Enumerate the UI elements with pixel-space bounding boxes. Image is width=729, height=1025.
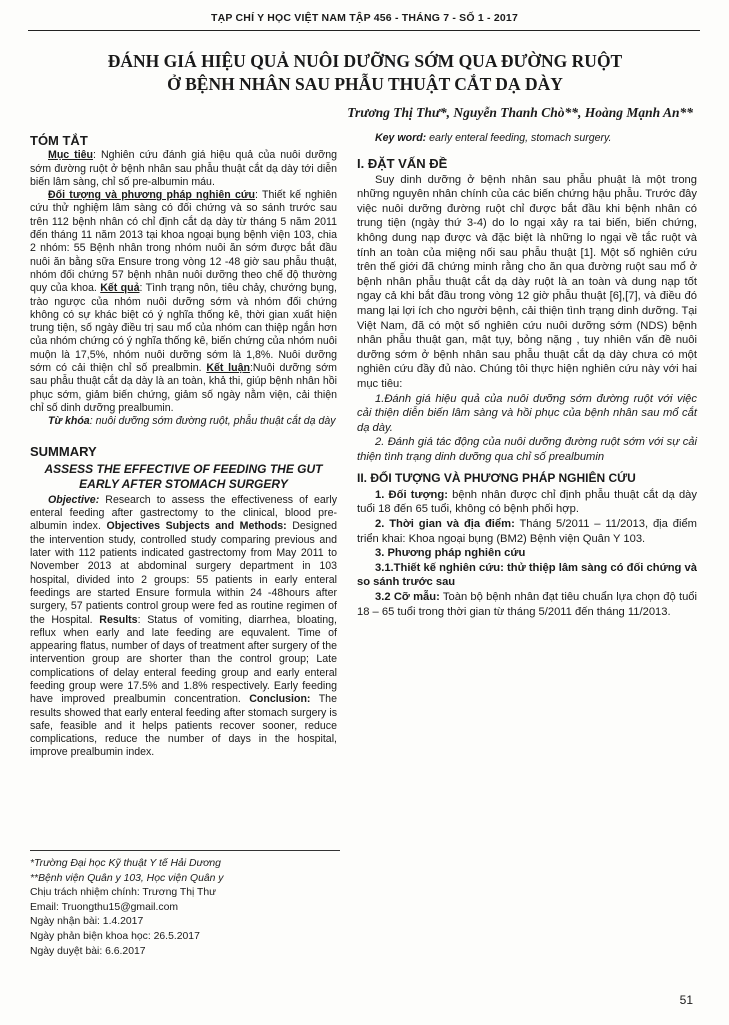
subjects-label: 1. Đối tượng: bbox=[375, 488, 448, 501]
time-place-text: Tháng 5/2011 – 11/2013, địa điểm triển khai: Khoa ngoại bụng (BM2) Bệnh viện Quân Y 103. bbox=[357, 517, 697, 545]
abstract-vi-heading: TÓM TẮT bbox=[30, 133, 88, 148]
conclusion-label: Kết luận bbox=[206, 362, 250, 375]
summary-keywords bbox=[357, 132, 697, 145]
conclusion-text: :Nuôi dưỡng sớm sau phẫu thuật cắt dạ dày là an toàn, khả thi, giúp bệnh nhân hồi phục sớm, giảm biến chứng, giảm số ngày nằm viện, cải thiện chỉ số dinh dưỡng prealbumin. bbox=[30, 362, 337, 414]
article-authors: Trương Thị Thư*, Nguyễn Thanh Chò**, Hoàng Mạnh An** bbox=[347, 105, 693, 120]
summary-body bbox=[30, 494, 337, 760]
summary-objective-label: Objective: bbox=[48, 493, 100, 506]
date-received: Ngày nhận bài: 1.4.2017 bbox=[30, 916, 144, 928]
section2-design bbox=[357, 561, 697, 590]
keywords-text: : nuôi dưỡng sớm đường ruột, phẫu thuật cắt dạ dày bbox=[89, 415, 336, 428]
section1-heading: I. ĐẶT VẤN ĐỀ bbox=[357, 156, 448, 172]
objective-label: Mục tiêu bbox=[48, 149, 94, 162]
footnotes bbox=[30, 857, 330, 959]
summary-objective-text: Research to assess the effectiveness of early enteral feeding after gastrectomy to the clinical, blood pre-albumin index. bbox=[30, 493, 337, 533]
summary-keywords-text: early enteral feeding, stomach surgery. bbox=[426, 132, 612, 144]
author-email: Email: Truongthu15@gmail.com bbox=[30, 901, 179, 913]
summary-conclusion-label: Conclusion: bbox=[249, 693, 311, 706]
results-text: : Tình trạng nôn, tiêu chảy, chướng bụng, trào ngược của nhóm nuôi dưỡng sớm và nhóm đối chứng không có sự khác biệt có ý nghĩa thống kê, thời gian xuất hiện trung tiện, số ngày điều trị sau mổ của nhóm can thiệp ngắn hơn của nhóm chứng có ý nghĩa thống kê, biến chứng của nhóm nuôi muộn là 17,5%, nhóm nuôi dưỡng sớm là 1,8%. Nuôi dưỡng sớm có cải thiện chỉ số prealbmin. bbox=[30, 282, 338, 375]
article-title-line2: Ở BỆNH NHÂN SAU PHẪU THUẬT CẮT DẠ DÀY bbox=[167, 74, 563, 94]
page-number: 51 bbox=[679, 993, 693, 1007]
section1-aim2: 2. Đánh giá tác động của nuôi dưỡng đường ruột sớm với sự cải thiện tình trạng dinh dưỡng qua chỉ số prealbumin bbox=[357, 436, 697, 463]
summary-methods-text: Designed the intervention study, controlled study comparing previous and later with 112 patients indicated gastrectomy from May 2011 to November 2013 at abdominal surgery department in 103 hospital, divided into 2 groups: 55 patients in early enteral feedings are started Ensure formula within 24 -48hours after surgery, 57 patients control group were fed as routine regimen of the Hospital. bbox=[30, 520, 338, 626]
section2-methods-heading bbox=[357, 546, 697, 561]
results-label: Kết quả bbox=[100, 282, 140, 295]
section2-heading: II. ĐỐI TƯỢNG VÀ PHƯƠNG PHÁP NGHIÊN CỨU bbox=[357, 471, 636, 486]
methods-text: : Thiết kế nghiên cứu thử nghiệm lâm sàng có đối chứng và so sánh trước sau trên 112 bệnh nhân có chỉ định cắt dạ dày từ tháng 5 năm 2011 đến tháng 11 năm 2013 tại khoa ngoại bụng bệnh viện 103, chia 2 nhóm: 55 Bệnh nhân trong nhóm nuôi ăn sớm được bắt đầu nuôi ăn bằng sữa Ensure trong vòng 12 -48 giờ sau phẫu thuật, nhóm đối chứng 57 bệnh nhân nuôi dưỡng theo chế độ thường quy của khoa. bbox=[30, 189, 337, 295]
time-place-label: 2. Thời gian và địa điểm: bbox=[375, 517, 515, 530]
summary-results-text: : Status of vomiting, diarrhea, bloating, reflux when early and late feeding are equvalent. Time of appearing flatus, number of days of treatment after surgery of the intervention group are shorter than the control group; Late complications of delay enteral feeding group and early enteral feeding group were 17.5% and 1.8% respectively. Early feeding have improved prealbumin concentration. bbox=[30, 613, 337, 706]
summary-conclusion-text: The results showed that early enteral feeding after stomach surgery is safe, feasible and it helps patients recover sooner, reduce complications, reduce the number of days in the hospital, improve prealbumin index. bbox=[30, 693, 337, 759]
section2-subjects bbox=[357, 488, 697, 517]
article-title-line1: ĐÁNH GIÁ HIỆU QUẢ NUÔI DƯỠNG SỚM QUA ĐƯỜNG RUỘT bbox=[107, 51, 623, 71]
section1-aim1: 1.Đánh giá hiệu quả của nuôi dưỡng sớm đường ruột với việc cải thiện diễn biến lâm sàng và hồi phục của bệnh nhân sau mổ cắt dạ dày. bbox=[357, 392, 697, 434]
summary-methods-label: Objectives Subjects and Methods: bbox=[106, 520, 287, 533]
section2-sample bbox=[357, 590, 697, 619]
affiliation-1: *Trường Đại học Kỹ thuật Y tế Hải Dương bbox=[30, 858, 221, 869]
section2-time-place bbox=[357, 517, 697, 546]
subjects-text: bệnh nhân được chỉ định phẫu thuật cắt dạ dày tuổi 18 đến 65 tuổi, không có bệnh phối hợp. bbox=[357, 488, 697, 516]
summary-title: ASSESS THE EFFECTIVE OF FEEDING THE GUT EARLY AFTER STOMACH SURGERY bbox=[44, 461, 323, 491]
affiliation-2: **Bệnh viện Quân y 103, Học viện Quân y bbox=[30, 872, 224, 884]
header-rule bbox=[28, 30, 700, 31]
date-reviewed: Ngày phản biện khoa học: 26.5.2017 bbox=[30, 930, 200, 942]
sample-text: Toàn bộ bệnh nhân đạt tiêu chuẩn lựa chọn độ tuổi 18 – 65 tuổi trong thời gian từ tháng 5/2011 đến tháng 11/2013. bbox=[357, 590, 697, 618]
section1-para1: Suy dinh dưỡng ở bệnh nhân sau phẫu phuật là một trong những nguyên nhân chính của các biến chứng hậu phẫu. Trước đây việc nuôi dưỡng đường ruột chỉ được bắt đầu khi bệnh nhân có trung tiện (ngày thứ 3-4) do lo ngại xảy ra tai biến, biến chứng, không dung nạp được và đặc biệt là những lo ngại về tắc ruột và tính an toàn của miệng nối sau phẫu thuật [1]. Một số nghiên cứu trên thế giới đã chứng minh rằng cho ăn qua đường ruột sau mổ ở bệnh nhân phẫu thuật cắt dạ dày ruột là an toàn và dung nạp tốt ngay cả khi bắt đầu trong vòng 12 giờ phẫu thuật [6],[7], và điều đó mang lại lợi ích cho người bệnh, cải thiện tình trạng dinh dưỡng. Tại Việt Nam, đã có một số nghiên cứu nuôi dưỡng sớm (NDS) bệnh nhân phẫu thuật gan, mật tụy, bỏng nặng , tuy nhiên vấn đề nuôi dưỡng sớm ở bệnh nhân sau phẫu thuật cắt dạ dày chưa có một nghiên cứu đầy đủ nào. Chúng tôi thực hiện nghiên cứu này với hai mục tiêu: bbox=[357, 173, 697, 390]
summary-results-label: Results bbox=[99, 613, 138, 626]
methods-label: Đối tượng và phương pháp nghiên cứu bbox=[48, 189, 256, 202]
responsible-author: Chịu trách nhiệm chính: Trương Thị Thư bbox=[30, 887, 217, 899]
methods-heading: 3. Phương pháp nghiên cứu bbox=[375, 547, 526, 560]
abstract-vi-methods bbox=[30, 189, 337, 415]
abstract-vi-objective bbox=[30, 149, 337, 189]
abstract-vi-keywords bbox=[30, 415, 337, 428]
sample-label: 3.2 Cỡ mẫu: bbox=[375, 590, 440, 603]
right-column bbox=[357, 132, 697, 619]
keywords-label: Từ khóa bbox=[48, 415, 90, 428]
design-label: 3.1.Thiết kế nghiên cứu: thử thiệp lâm sàng có đối chứng và so sánh trước sau bbox=[357, 561, 697, 589]
objective-text: : Nghiên cứu đánh giá hiệu quả của nuôi dưỡng sớm đường ruột ở bệnh nhân sau phẫu thuật cắt dạ dày tới diễn biến lâm sàng, chỉ số pre-albumin máu. bbox=[30, 149, 338, 188]
running-head: TẠP CHÍ Y HỌC VIỆT NAM TẬP 456 - THÁNG 7 - SỐ 1 - 2017 bbox=[210, 12, 518, 24]
summary-keywords-label: Key word: bbox=[375, 132, 427, 144]
summary-heading: SUMMARY bbox=[30, 443, 97, 459]
date-accepted: Ngày duyệt bài: 6.6.2017 bbox=[30, 945, 146, 957]
left-column bbox=[30, 134, 337, 760]
footnote-rule bbox=[30, 850, 340, 851]
